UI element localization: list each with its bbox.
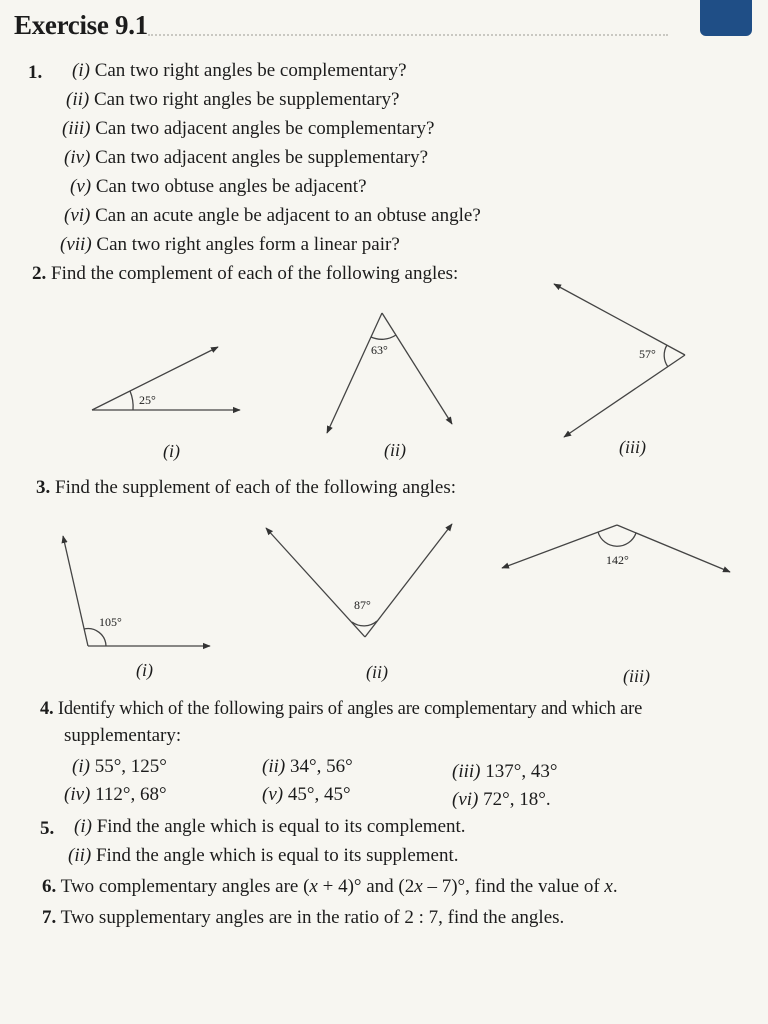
q3-caption: (ii) — [366, 662, 388, 682]
q3-angle-label: 105° — [99, 615, 122, 629]
q4-pair: (iii) 137°, 43° — [452, 761, 558, 782]
q5-part: (ii) Find the angle which is equal to its supplement. — [68, 845, 459, 866]
q3-figure-i — [63, 536, 210, 646]
q2-prompt: 2. Find the complement of each of the following angles: — [32, 263, 459, 284]
q1-part: (iii) Can two adjacent angles be complementary? — [62, 118, 435, 139]
q2-caption: (ii) — [384, 440, 406, 460]
q3-figure-ii — [266, 524, 452, 637]
q2-figure-ii — [327, 313, 452, 433]
q3-caption: (i) — [136, 660, 153, 680]
q3-angle-label: 87° — [354, 598, 371, 612]
q4-pair: (ii) 34°, 56° — [262, 756, 353, 777]
q3-caption: (iii) — [623, 666, 650, 686]
q1-part: (v) Can two obtuse angles be adjacent? — [70, 176, 367, 197]
q3-prompt: 3. Find the supplement of each of the following angles: — [36, 477, 457, 498]
q5-number: 5. — [40, 818, 55, 839]
q4-pair: (v) 45°, 45° — [262, 784, 351, 805]
q4-pair: (vi) 72°, 18°. — [452, 789, 551, 810]
q2-caption: (i) — [163, 441, 180, 461]
q5-part: (i) Find the angle which is equal to its complement. — [74, 816, 466, 837]
q1-part: (iv) Can two adjacent angles be supplementary? — [64, 147, 429, 168]
q4-prompt-cont: supplementary: — [64, 725, 182, 746]
q4-prompt: 4. Identify which of the following pairs of angles are complementary and which are — [40, 699, 643, 719]
q3-angle-label: 142° — [606, 553, 629, 567]
q2-figure-i — [92, 347, 240, 410]
q2-angle-label: 57° — [639, 347, 656, 361]
q4-pair: (i) 55°, 125° — [72, 756, 167, 777]
q1-number: 1. — [28, 62, 43, 83]
q1-part: (i) Can two right angles be complementary? — [72, 60, 407, 81]
q2-figure-iii — [554, 284, 685, 437]
exercise-title: Exercise 9.1 — [14, 10, 148, 40]
q1-part: (vii) Can two right angles form a linear pair? — [60, 234, 400, 255]
q1-part: (ii) Can two right angles be supplementary? — [66, 89, 400, 110]
q2-caption: (iii) — [619, 437, 646, 457]
q2-angle-label: 25° — [139, 393, 156, 407]
q2-angle-label: 63° — [371, 343, 388, 357]
q6-prompt: 6. Two complementary angles are (x + 4)° and (2x – 7)°, find the value of x. — [42, 876, 618, 897]
q1-part: (vi) Can an acute angle be adjacent to an obtuse angle? — [64, 205, 481, 226]
q4-pair: (iv) 112°, 68° — [64, 784, 167, 805]
q7-prompt: 7. Two supplementary angles are in the ratio of 2 : 7, find the angles. — [42, 907, 565, 928]
